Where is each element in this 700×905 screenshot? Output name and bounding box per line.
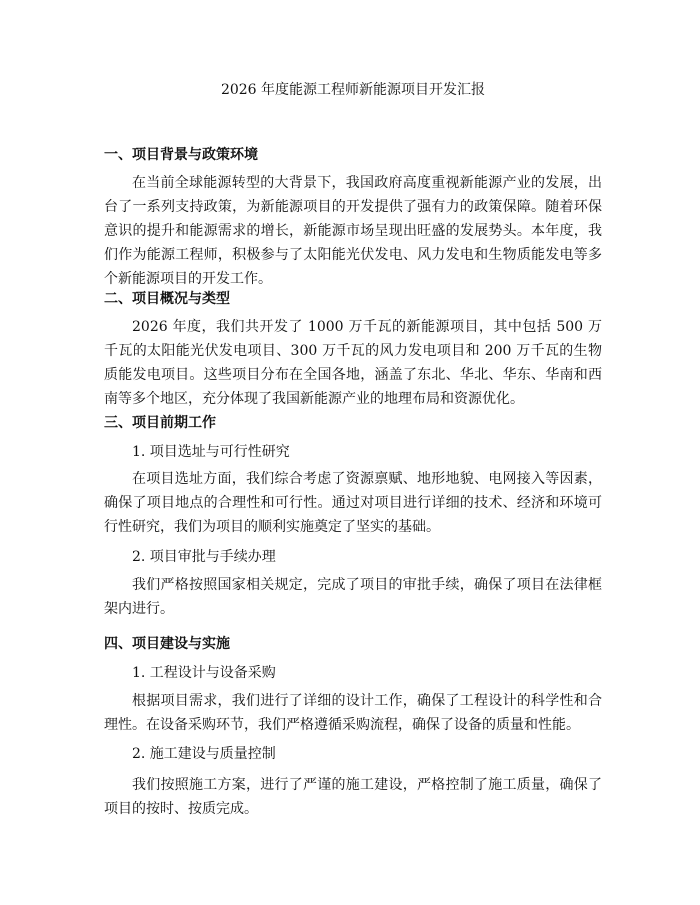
subsection-paragraph-site-selection: 在项目选址方面，我们综合考虑了资源禀赋、地形地貌、电网接入等因素，确保了项目地点的合理性和可行性。通过对项目进行详细的技术、经济和环境可行性研究，我们为项目的顺利实施奠定了坚实的基础。 bbox=[104, 471, 602, 535]
subsection-heading-site-selection: 1. 项目选址与可行性研究 bbox=[132, 444, 290, 460]
subsection-paragraph-construction-quality: 我们按照施工方案，进行了严谨的施工建设，严格控制了施工质量，确保了项目的按时、按质完成。 bbox=[104, 777, 602, 817]
section-paragraph-background: 在当前全球能源转型的大背景下，我国政府高度重视新能源产业的发展，出台了一系列支持政策，为新能源项目的开发提供了强有力的政策保障。随着环保意识的提升和能源需求的增长，新能源市场呈现出旺盛的发展势头。本年度，我们作为能源工程师，积极参与了太阳能光伏发电、风力发电和生物质能发电等多个新能源项目的开发工作。 bbox=[104, 175, 602, 287]
section-heading-preliminary: 三、项目前期工作 bbox=[104, 415, 216, 431]
subsection-paragraph-approval: 我们严格按照国家相关规定，完成了项目的审批手续，确保了项目在法律框架内进行。 bbox=[104, 577, 602, 617]
section-heading-construction: 四、项目建设与实施 bbox=[104, 636, 230, 652]
subsection-heading-approval: 2. 项目审批与手续办理 bbox=[132, 549, 276, 565]
section-heading-background: 一、项目背景与政策环境 bbox=[104, 147, 258, 163]
subsection-heading-design-procurement: 1. 工程设计与设备采购 bbox=[132, 665, 276, 681]
subsection-paragraph-design-procurement: 根据项目需求，我们进行了详细的设计工作，确保了工程设计的科学性和合理性。在设备采购环节，我们严格遵循采购流程，确保了设备的质量和性能。 bbox=[104, 693, 602, 733]
subsection-heading-construction-quality: 2. 施工建设与质量控制 bbox=[132, 746, 276, 762]
document-title: 2026 年度能源工程师新能源项目开发汇报 bbox=[220, 82, 486, 98]
section-heading-overview: 二、项目概况与类型 bbox=[104, 291, 230, 307]
section-paragraph-overview: 2026 年度，我们共开发了 1000 万千瓦的新能源项目，其中包括 500 万千瓦的太阳能光伏发电项目、300 万千瓦的风力发电项目和 200 万千瓦的生物质能发电项目。这些项目分布在全国各地，涵盖了东北、华北、华东、华南和西南等多个地区，充分体现了我国新能源产业的地理布局和资源优化。 bbox=[104, 319, 602, 407]
